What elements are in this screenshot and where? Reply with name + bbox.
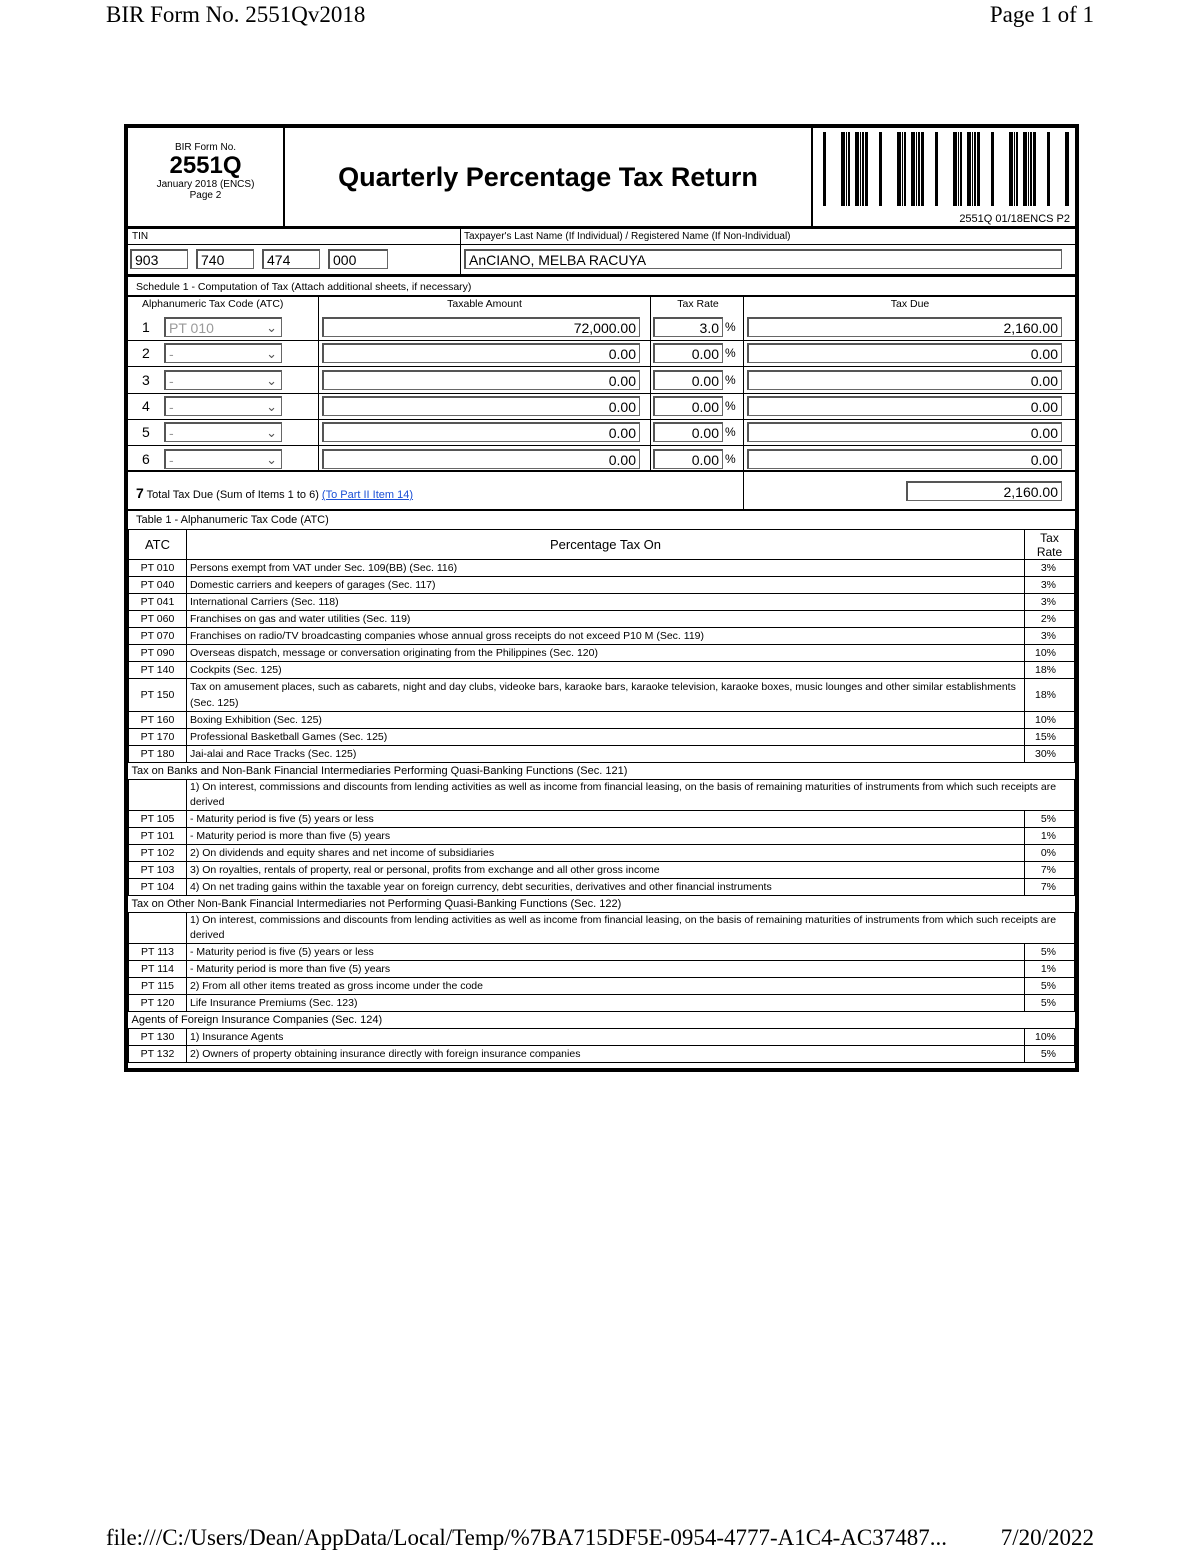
percent-sign: % [725,451,736,466]
atc-description: International Carriers (Sec. 118) [187,594,1025,611]
section-agents [129,1012,1075,1029]
tin-part-2[interactable]: 740 [196,249,254,269]
atc-code: PT 010 [129,560,187,577]
form-title: Quarterly Percentage Tax Return [338,161,758,192]
atc-rate: 5% [1025,944,1075,961]
atc-description: - Maturity period is more than five (5) years [187,828,1025,845]
form-version: January 2018 (ENCS) [156,179,255,190]
atc-code: PT 180 [129,746,187,763]
section-heading: Tax on Banks and Non-Bank Financial Intermediaries Performing Quasi-Banking Functions (Sec. 121) [129,763,1075,780]
atc-code: PT 132 [129,1046,187,1063]
atc-table-row [129,662,1075,679]
schedule1-row-number: 4 [142,397,150,414]
atc-rate: 7% [1025,879,1075,896]
atc-table-row [129,862,1075,879]
atc-rate: 3% [1025,628,1075,645]
barcode [818,132,1070,225]
tin-part-1[interactable]: 903 [130,249,188,269]
atc-table-row [129,645,1075,662]
atc-table-row [129,944,1075,961]
atc-table-row [129,712,1075,729]
chevron-down-icon: ⌄ [266,372,277,388]
tin-part-4[interactable]: 000 [328,249,388,269]
atc-code: PT 040 [129,577,187,594]
atc-select[interactable] [164,343,282,363]
percent-sign: % [725,320,736,334]
chevron-down-icon: ⌄ [266,425,277,441]
atc-rate: 15% [1025,729,1075,746]
atc-rate: 5% [1025,811,1075,828]
taxable-amount-input[interactable]: 0.00 [322,422,640,442]
page-header-page-number: Page 1 of 1 [989,2,1094,27]
atc-description: Franchises on radio/TV broadcasting companies whose annual gross receipts do not exceed P10 M (Sec. 119) [187,628,1025,645]
atc-rate: 30% [1025,746,1075,763]
form-id-block [128,128,283,226]
schedule1-row-number: 6 [142,450,150,467]
atc-table-row [129,577,1075,594]
atc-description: 3) On royalties, rentals of property, real or personal, profits from exchange and all other gross income [187,862,1025,879]
total-tax-due-value[interactable]: 2,160.00 [906,481,1062,501]
taxable-amount-input[interactable]: 0.00 [322,343,640,363]
table1-title: Table 1 - Alphanumeric Tax Code (ATC) [136,514,329,526]
atc-code: PT 113 [129,944,187,961]
tax-rate-input[interactable]: 0.00 [653,343,723,363]
atc-description: Franchises on gas and water utilities (Sec. 119) [187,611,1025,628]
atc-rate: 10% [1025,712,1075,729]
intro-row [129,913,1075,944]
atc-description: 2) Owners of property obtaining insurance directly with foreign insurance companies [187,1046,1025,1063]
intro-row [129,780,1075,811]
atc-rate: 10% [1025,645,1075,662]
tax-due-input[interactable]: 2,160.00 [747,317,1062,337]
atc-select[interactable] [164,370,282,390]
percent-sign: % [725,372,736,387]
percent-sign: % [725,346,736,361]
atc-description: Tax on amusement places, such as cabarets, night and day clubs, videoke bars, karaoke bars, karaoke television, karaoke boxes, music lounges and other similar establishments (Sec. 125) [187,679,1025,712]
atc-rate: 1% [1025,828,1075,845]
tax-due-input[interactable]: 0.00 [747,396,1062,416]
chevron-down-icon: ⌄ [266,320,277,335]
atc-rate: 5% [1025,978,1075,995]
atc-rate: 18% [1025,662,1075,679]
taxable-amount-input[interactable]: 0.00 [322,396,640,416]
atc-select[interactable] [164,396,282,416]
taxpayer-name-label: Taxpayer's Last Name (If Individual) / Registered Name (If Non-Individual) [464,231,791,242]
atc-select-value: PT 010 [169,320,214,336]
atc-table-row [129,1029,1075,1046]
section-heading: Agents of Foreign Insurance Companies (Sec. 124) [129,1012,1075,1029]
atc-description: 2) On dividends and equity shares and net income of subsidiaries [187,845,1025,862]
tin-label: TIN [132,231,149,242]
bir-form-2551q [124,124,1079,1072]
atc-table-row [129,1046,1075,1063]
section-banks [129,763,1075,780]
atc-code: PT 101 [129,828,187,845]
chevron-down-icon: ⌄ [266,398,277,414]
atc-select-value: - [169,346,174,363]
to-part-ii-link[interactable]: (To Part II Item 14) [321,489,414,501]
atc-description: 1) Insurance Agents [187,1029,1025,1046]
chevron-down-icon: ⌄ [266,346,277,362]
atc-select[interactable] [164,449,282,469]
atc-rate: 18% [1025,679,1075,712]
atc-rate: 3% [1025,594,1075,611]
atc-code: PT 115 [129,978,187,995]
atc-code: PT 105 [129,811,187,828]
section-heading: Tax on Other Non-Bank Financial Intermediaries not Performing Quasi-Banking Functions (Sec. 122) [129,896,1075,913]
tax-due-input[interactable]: 0.00 [747,343,1062,363]
total-label-text: Total Tax Due (Sum of Items 1 to 6) [146,489,319,501]
schedule1-col-atc: Alphanumeric Tax Code (ATC) [142,298,284,310]
atc-table-row [129,594,1075,611]
total-tax-due-label [136,485,413,501]
percent-sign: % [725,398,736,413]
tax-rate-input[interactable]: 0.00 [653,449,723,469]
page-footer-date: 7/20/2022 [1000,1525,1094,1550]
atc-rate: 5% [1025,1046,1075,1063]
atc-rate: 2% [1025,611,1075,628]
atc-table-row [129,879,1075,896]
atc-description: Professional Basketball Games (Sec. 125) [187,729,1025,746]
atc-rate: 1% [1025,961,1075,978]
atc-rate: 3% [1025,560,1075,577]
atc-code: PT 114 [129,961,187,978]
atc-table-row [129,961,1075,978]
atc-table-row [129,746,1075,763]
tax-due-input[interactable]: 0.00 [747,370,1062,390]
percent-sign: % [725,425,736,440]
atc-table-row [129,560,1075,577]
tax-rate-input[interactable]: 0.00 [653,396,723,416]
atc-rate: 5% [1025,995,1075,1012]
tax-due-input[interactable]: 0.00 [747,422,1062,442]
taxpayer-name-input[interactable]: AnCIANO, MELBA RACUYA [464,249,1062,269]
atc-table-row [129,828,1075,845]
tin-part-3[interactable]: 474 [262,249,320,269]
form-number: 2551Q [169,152,242,179]
tax-rate-input[interactable]: 0.00 [653,370,723,390]
schedule1-col-taxable: Taxable Amount [447,298,522,310]
schedule1-row-number: 1 [142,319,150,335]
atc-rate: 10% [1025,1029,1075,1046]
atc-code: PT 102 [129,845,187,862]
atc-description: Jai-alai and Race Tracks (Sec. 125) [187,746,1025,763]
page-header-title: BIR Form No. 2551Qv2018 [106,2,366,27]
atc-select[interactable] [164,422,282,442]
schedule1-row-number: 3 [142,371,150,388]
total-item-number: 7 [136,485,144,501]
taxable-amount-input[interactable]: 0.00 [322,449,640,469]
atc-description: - Maturity period is five (5) years or less [187,944,1025,961]
atc-table-row [129,628,1075,645]
atc-code: PT 070 [129,628,187,645]
taxable-amount-input[interactable]: 72,000.00 [322,317,640,337]
atc-code: PT 140 [129,662,187,679]
atc-description: 4) On net trading gains within the taxable year on foreign currency, debt securities, derivatives and other financial instruments [187,879,1025,896]
atc-description: Domestic carriers and keepers of garages (Sec. 117) [187,577,1025,594]
atc-description: - Maturity period is five (5) years or less [187,811,1025,828]
atc-rate: 0% [1025,845,1075,862]
page-footer-url: file:///C:/Users/Dean/AppData/Local/Temp/%7BA715DF5E-0954-4777-A1C4-AC37487... [106,1525,947,1550]
barcode-image [818,132,1070,206]
tax-due-input[interactable]: 0.00 [747,449,1062,469]
form-page: Page 2 [189,190,222,201]
schedule1-col-due: Tax Due [890,298,930,310]
form-label: BIR Form No. [174,142,237,153]
schedule1-row-number: 5 [142,424,150,441]
atc-description: Cockpits (Sec. 125) [187,662,1025,679]
section-nonbank [129,896,1075,913]
atc-table-row [129,845,1075,862]
atc-table-row [129,611,1075,628]
atc-description: 2) From all other items treated as gross income under the code [187,978,1025,995]
intro-text: 1) On interest, commissions and discounts from lending activities as well as income from financial leasing, on the basis of remaining maturities of instruments from which such receipts are derived [187,780,1075,811]
atc-code: PT 104 [129,879,187,896]
atc-table-row [129,978,1075,995]
atc-code: PT 041 [129,594,187,611]
schedule1-title: Schedule 1 - Computation of Tax (Attach additional sheets, if necessary) [136,281,472,293]
atc-select-value: - [169,425,174,442]
atc-table-row [129,995,1075,1012]
atc-description: Persons exempt from VAT under Sec. 109(BB) (Sec. 116) [187,560,1025,577]
desc-col-header: Percentage Tax On [187,530,1025,560]
barcode-code: 2551Q 01/18ENCS P2 [959,213,1070,225]
schedule1-row-number: 2 [142,345,150,362]
intro-text: 1) On interest, commissions and discounts from lending activities as well as income from financial leasing, on the basis of remaining maturities of instruments from which such receipts are derived [187,913,1075,944]
atc-table-row [129,679,1075,712]
atc-code: PT 150 [129,679,187,712]
atc-rate: 3% [1025,577,1075,594]
atc-col-header: ATC [129,530,187,560]
atc-code: PT 103 [129,862,187,879]
tax-rate-input[interactable]: 3.0 [653,317,723,337]
atc-table-row [129,811,1075,828]
atc-table-header [129,530,1075,560]
atc-description: Boxing Exhibition (Sec. 125) [187,712,1025,729]
atc-rate: 7% [1025,862,1075,879]
atc-table [128,529,1075,1063]
atc-description: Life Insurance Premiums (Sec. 123) [187,995,1025,1012]
atc-description: Overseas dispatch, message or conversation originating from the Philippines (Sec. 120) [187,645,1025,662]
atc-code: PT 120 [129,995,187,1012]
chevron-down-icon: ⌄ [266,451,277,467]
rate-col-header: Tax Rate [1025,530,1075,560]
atc-select-value: - [169,372,174,389]
atc-code: PT 130 [129,1029,187,1046]
atc-select[interactable] [164,317,282,337]
atc-code: PT 170 [129,729,187,746]
atc-description: - Maturity period is more than five (5) years [187,961,1025,978]
taxable-amount-input[interactable]: 0.00 [322,370,640,390]
schedule1-col-rate: Tax Rate [677,298,719,310]
atc-code: PT 060 [129,611,187,628]
atc-code: PT 160 [129,712,187,729]
atc-table-row [129,729,1075,746]
atc-select-value: - [169,398,174,415]
atc-code: PT 090 [129,645,187,662]
atc-select-value: - [169,451,174,468]
tax-rate-input[interactable]: 0.00 [653,422,723,442]
